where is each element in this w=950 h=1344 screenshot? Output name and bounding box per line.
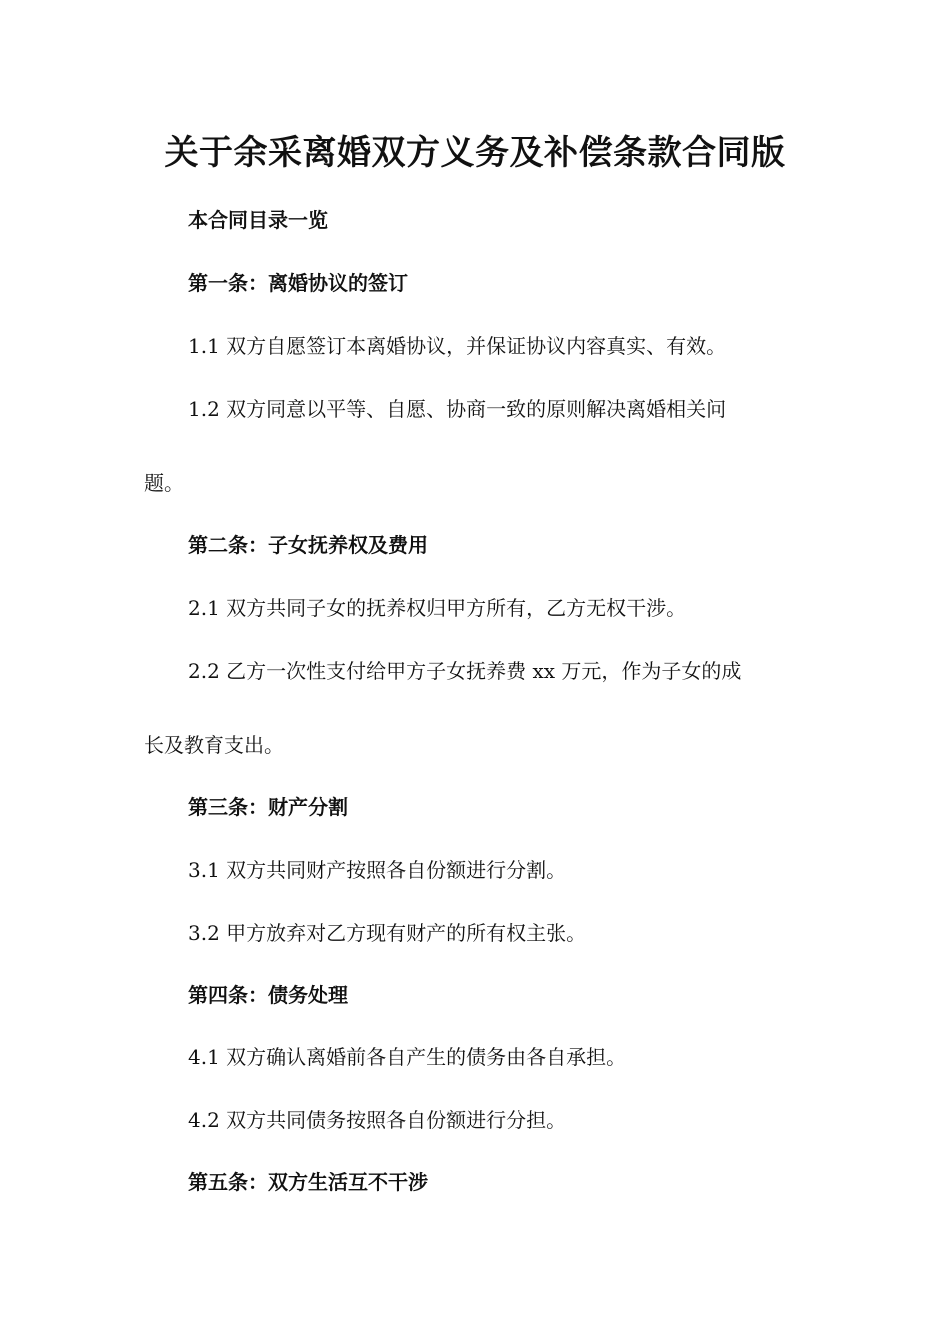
section-heading-4: 第四条：债务处理 [188, 983, 348, 1007]
section-heading-3: 第三条：财产分割 [188, 795, 348, 819]
document-title: 关于余采离婚双方义务及补偿条款合同版 [164, 133, 786, 173]
clause-1-2-continuation: 题。 [144, 471, 184, 495]
clause-4-1: 4.1 双方确认离婚前各自产生的债务由各自承担。 [188, 1045, 627, 1069]
clause-1-1: 1.1 双方自愿签订本离婚协议，并保证协议内容真实、有效。 [188, 334, 727, 358]
section-heading-1: 第一条：离婚协议的签订 [188, 271, 408, 295]
clause-1-2: 1.2 双方同意以平等、自愿、协商一致的原则解决离婚相关问 [188, 397, 727, 421]
clause-2-2-continuation: 长及教育支出。 [144, 733, 284, 757]
section-heading-2: 第二条：子女抚养权及费用 [188, 533, 428, 557]
section-heading-5: 第五条：双方生活互不干涉 [188, 1170, 428, 1194]
toc-heading: 本合同目录一览 [188, 208, 328, 232]
clause-2-2: 2.2 乙方一次性支付给甲方子女抚养费 xx 万元，作为子女的成 [188, 659, 742, 683]
clause-3-1: 3.1 双方共同财产按照各自份额进行分割。 [188, 858, 567, 882]
clause-2-1: 2.1 双方共同子女的抚养权归甲方所有，乙方无权干涉。 [188, 596, 687, 620]
clause-3-2: 3.2 甲方放弃对乙方现有财产的所有权主张。 [188, 921, 587, 945]
clause-4-2: 4.2 双方共同债务按照各自份额进行分担。 [188, 1108, 567, 1132]
